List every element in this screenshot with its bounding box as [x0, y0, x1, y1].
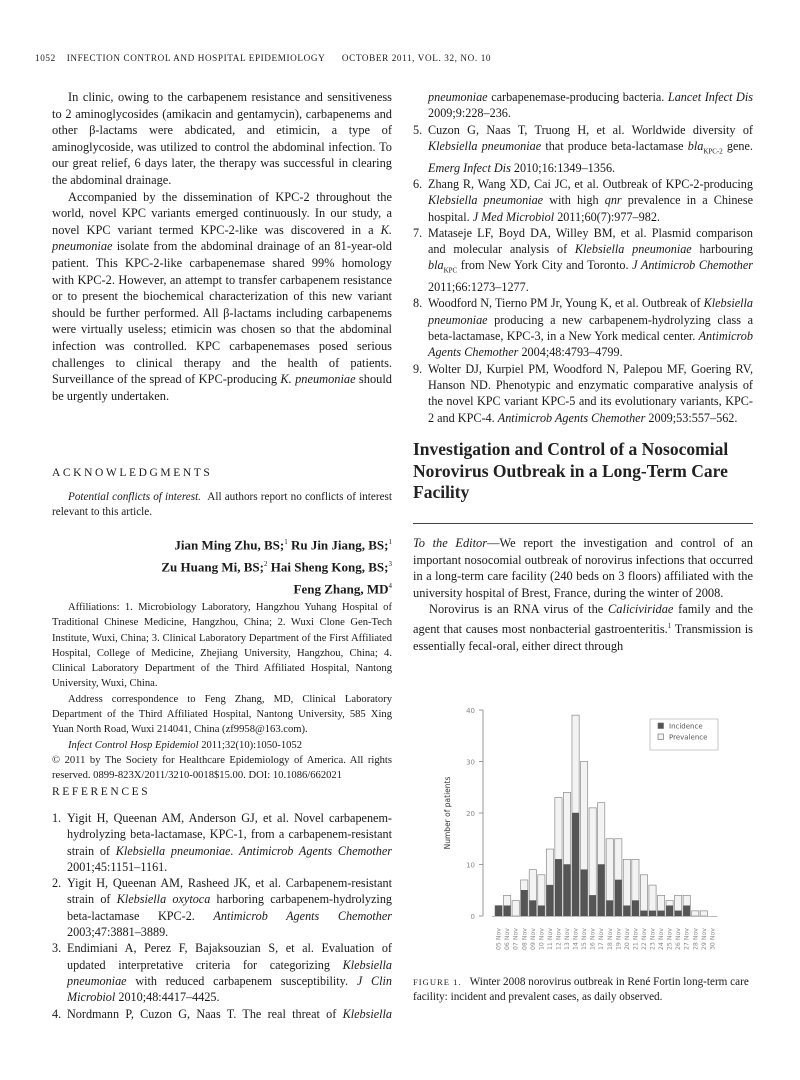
reference-item: 2. Yigit H, Queenan AM, Rasheed JK, et al. Carbapenem-resistant strain of Klebsiella oxytoca harboring carbapenem-hydrolyzing beta-lactamase KPC-2. Antimicrob Agents Chemother 2003;47:3881–3889. — [52, 876, 393, 940]
x-tick-label: 19 Nov — [615, 928, 623, 950]
references-heading: REFERENCES — [52, 786, 151, 798]
reference-item: 7. Mataseje LF, Boyd DA, Willey BM, et al. Plasmid comparison and molecular analysis of Klebsiella pneumoniae harbouring bla$_{KPC}$ from New York City and Toronto. J Antimicrob Chemother 2011;66:1273–1277. — [413, 225, 753, 295]
bar-prevalence — [692, 911, 699, 916]
body-paragraph: Accompanied by the dissemination of KPC-2 throughout the world, novel KPC variants emerged continuously. In our study, a novel KPC variant termed KPC-2-like was discovered in a K. pneumoniae isolate from the abdominal drainage of an 81-year-old patient. This KPC-2-like carbapenemase shared 99% homology with KPC-2. However, an attempt to transfer carbapenem resistance or to present the biochemical characterization of this new variant should be further performed. All β-lactams including carbapenems were virtually useless; etimicin was chosen so that the abdominal infection was controlled. KPC carbapenemases posed serious challenges to clinical therapy and the health of patients. Surveillance of the spread of KPC-producing K. pneumoniae should be urgently undertaken. — [52, 189, 392, 403]
x-tick-label: 14 Nov — [572, 928, 580, 950]
x-tick-label: 24 Nov — [658, 928, 666, 950]
copyright: © 2011 by The Society for Healthcare Epidemiology of America. All rights reserved. 0899-823X/2011/3210-0018$15.00. DOI: 10.1086/662021 — [52, 754, 392, 782]
legend-swatch-incidence — [658, 723, 664, 729]
bar-incidence — [658, 911, 664, 916]
article-title: Investigation and Control of a Nosocomial Norovirus Outbreak in a Long-Term Care Facility — [413, 439, 729, 502]
legend-label-prevalence: Prevalence — [669, 733, 708, 742]
y-tick-label: 0 — [470, 913, 475, 921]
x-tick-label: 28 Nov — [692, 928, 700, 950]
x-tick-label: 23 Nov — [649, 928, 657, 950]
bar-incidence — [632, 901, 638, 916]
x-tick-label: 06 Nov — [504, 928, 512, 950]
bar-incidence — [615, 880, 621, 916]
bar-incidence — [684, 906, 690, 916]
affiliations: Affiliations: 1. Microbiology Laboratory, Hangzhou Yuhang Hospital of Traditional Chinese Medicine, Hangzhou, China; 2. Wuxi Clone Gen-Tech Institute, Wuxi, China; 3. Clinical Laboratory Department of the First Affiliated Hospital, College of Medicine, Zhejiang University, Hangzhou, China; 4. Clinical Laboratory Department of the Third Affiliated Hospital, Nantong University, Wuxi, China. — [52, 602, 392, 690]
reference-item: 3. Endimiani A, Perez F, Bajaksouzian S, et al. Evaluation of updated interpretative criteria for categorizing Klebsiella pneumoniae with reduced carbapenem susceptibility. J Clin Microbiol 2010;48:4417–4425. — [52, 941, 392, 1005]
x-tick-label: 21 Nov — [632, 928, 640, 950]
body-paragraph: In clinic, owing to the carbapenem resistance and sensitiveness to 2 aminoglycosides (amikacin and gentamycin), carbapenems and other β-lactams were abdicated, and etimicin, a type of aminoglycoside, was utilized to control the abdominal infection. To our great relief, 6 days later, the therapy was successful in clearing the abdominal drainage. — [52, 90, 392, 187]
body-paragraph: Norovirus is an RNA virus of the Caliciviridae family and the agent that causes most nonbacterial gastroenteritis.$^1$ Transmission is essentially fecal-oral, either direct through — [413, 602, 754, 653]
legend-label-incidence: Incidence — [669, 722, 703, 731]
author: Hai Sheng Kong, BS; — [270, 559, 389, 575]
x-tick-label: 29 Nov — [700, 928, 708, 950]
running-head — [35, 53, 491, 63]
y-tick-label: 20 — [466, 810, 475, 818]
bar-incidence — [641, 911, 647, 916]
x-tick-label: 08 Nov — [521, 928, 529, 950]
bar-incidence — [624, 906, 630, 916]
bar-incidence — [504, 906, 510, 916]
author: Zu Huang Mi, BS; — [161, 559, 264, 575]
journal-name: INFECTION CONTROL AND HOSPITAL EPIDEMIOLOGY — [66, 53, 325, 63]
reference-item: 5. Cuzon G, Naas T, Truong H, et al. Worldwide diversity of Klebsiella pneumoniae that produce beta-lactamase bla$_{KPC-2}$ gene. Emerg Infect Dis 2010;16:1349–1356. — [413, 122, 753, 175]
reference-continuation: pneumoniae carbapenemase-producing bacteria. Lancet Infect Dis 2009;9:228–236. — [428, 90, 753, 121]
author: Ru Jin Jiang, BS; — [290, 537, 389, 553]
figure-caption — [413, 975, 753, 1005]
figure-label: FIGURE 1. — [413, 977, 462, 987]
bar-incidence — [649, 911, 655, 916]
letter-body — [413, 535, 753, 654]
bar-incidence — [547, 885, 553, 916]
x-tick-label: 13 Nov — [564, 928, 571, 950]
reference-item: 1. Yigit H, Queenan AM, Anderson GJ, et al. Novel carbapenem-hydrolyzing beta-lactamase, KPC-1, from a carbapenem-resistant strain of Klebsiella pneumoniae. Antimicrob Agents Chemother 2001;45:1151–1161. — [52, 811, 392, 874]
legend-swatch-prevalence — [658, 734, 664, 740]
x-tick-label: 10 Nov — [538, 928, 546, 950]
caption-text: Winter 2008 norovirus outbreak in René Fortin long-term care facility: incident and prevalent cases, as daily observed. — [413, 976, 749, 1003]
title-divider — [413, 523, 753, 524]
x-tick-label: 12 Nov — [555, 928, 563, 950]
bar-prevalence — [640, 875, 647, 916]
x-tick-label: 20 Nov — [623, 928, 631, 950]
acknowledgments-text: Potential conflicts of interest. All authors report no conflicts of interest relevant to this article. — [52, 491, 393, 519]
x-tick-label: 25 Nov — [666, 928, 674, 950]
x-tick-label: 11 Nov — [546, 928, 554, 950]
figure-1-chart — [436, 700, 736, 960]
y-axis-label: Number of patients — [443, 776, 452, 850]
conflicts-label: Potential conflicts of interest. — [68, 491, 201, 503]
bar-prevalence — [700, 911, 707, 916]
x-tick-label: 30 Nov — [709, 928, 717, 950]
bar-incidence — [666, 906, 672, 916]
y-tick-label: 30 — [466, 758, 475, 767]
x-tick-label: 09 Nov — [529, 928, 537, 950]
left-column-body — [52, 89, 392, 404]
author: Jian Ming Zhu, BS; — [174, 537, 285, 553]
x-tick-label: 22 Nov — [640, 928, 648, 950]
bar-incidence — [589, 895, 595, 916]
bar-chart — [436, 700, 736, 960]
bar-incidence — [530, 901, 536, 916]
bar-prevalence — [512, 901, 519, 916]
affiliations-block — [52, 600, 392, 784]
bar-incidence — [572, 813, 578, 916]
citation: Infect Control Hosp Epidemiol 2011;32(10):1050-1052 — [68, 739, 303, 751]
reference-list-left — [52, 810, 392, 1022]
y-tick-label: 40 — [466, 707, 475, 715]
x-tick-label: 05 Nov — [495, 928, 503, 950]
x-tick-label: 18 Nov — [606, 928, 614, 950]
bar-incidence — [521, 890, 527, 916]
reference-list-right — [413, 89, 753, 426]
body-paragraph: To the Editor—We report the investigation and control of an important nosocomial outbreak of norovirus infections that occurred in a long-term care facility (240 beds on 3 floors) affiliated with the university hospital of Brest, France, during the winter of 2008. — [413, 536, 754, 600]
x-tick-label: 27 Nov — [683, 928, 691, 950]
correspondence: Address correspondence to Feng Zhang, MD, Clinical Laboratory Department of the Third Affiliated Hospital, Nantong University, 585 Xing Yuan North Road, Wuxi 214041, China (zf9958@163.com). — [52, 693, 392, 736]
bar-incidence — [555, 859, 561, 916]
acknowledgments-heading: ACKNOWLEDGMENTS — [52, 467, 213, 479]
x-tick-label: 15 Nov — [581, 928, 589, 950]
bar-incidence — [495, 906, 501, 916]
reference-item: 8. Woodford N, Tierno PM Jr, Young K, et al. Outbreak of Klebsiella pneumoniae producing a new carbapenem-hydrolyzing class a beta-lactamase, KPC-3, in a New York medical center. Antimicrob Agents Chemother 2004;48:4793–4799. — [413, 296, 753, 360]
bar-incidence — [564, 865, 570, 917]
reference-item: 6. Zhang R, Wang XD, Cai JC, et al. Outbreak of KPC-2-producing Klebsiella pneumoniae with high qnr prevalence in a Chinese hospital. J Med Microbiol 2011;60(7):977–982. — [413, 176, 753, 224]
author-list: Jian Ming Zhu, BS;$^1$ Ru Jin Jiang, BS;$^1$ Zu Huang Mi, BS;$^2$ Hai Sheng Kong, BS;$^3$ Feng Zhang, $MD^4$ — [161, 537, 392, 596]
reference-item: 9. Wolter DJ, Kurpiel PM, Woodford N, Palepou MF, Goering RV, Hanson ND. Phenotypic and enzymatic comparative analysis of the novel KPC variant KPC-5 and its evolutionary variants, KPC-2 and KPC-4. Antimicrob Agents Chemother 2009;53:557–562. — [413, 361, 753, 425]
author: Feng Zhang, MD — [293, 580, 389, 596]
x-tick-label: 17 Nov — [598, 928, 606, 950]
x-tick-label: 07 Nov — [512, 928, 520, 950]
bar-incidence — [581, 870, 587, 916]
reference-item: 4. Nordmann P, Cuzon G, Naas T. The real threat of Klebsiella — [52, 1006, 392, 1021]
y-tick-label: 10 — [466, 861, 475, 870]
page-number: 1052 — [35, 53, 56, 63]
bar-incidence — [538, 906, 544, 916]
x-tick-label: 16 Nov — [589, 928, 597, 950]
x-tick-label: 26 Nov — [675, 928, 683, 950]
bar-incidence — [675, 911, 681, 916]
bar-incidence — [598, 865, 604, 917]
issue-info: OCTOBER 2011, VOL. 32, NO. 10 — [341, 53, 492, 63]
bar-incidence — [607, 901, 613, 916]
